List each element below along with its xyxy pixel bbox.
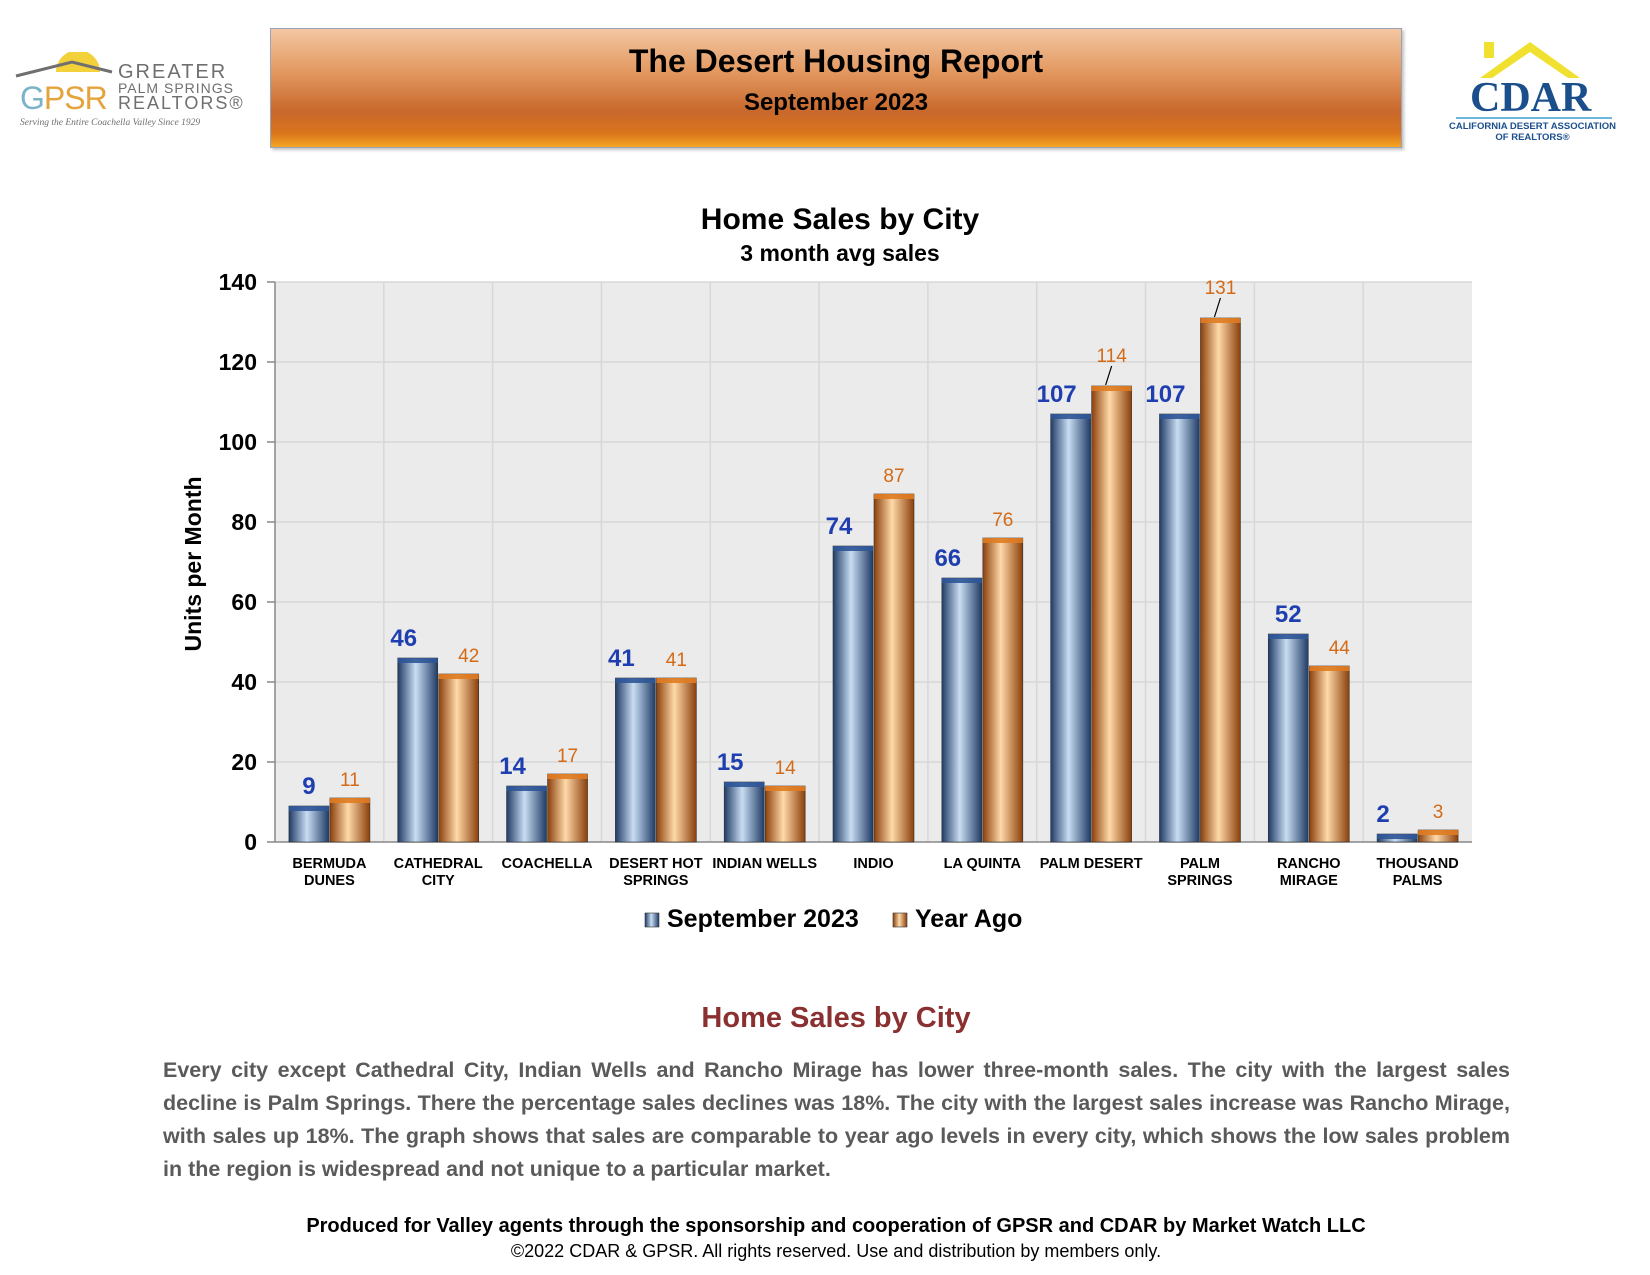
bar-cap-year-ago: [1200, 318, 1240, 323]
bar-cap-september-2023: [1268, 634, 1308, 639]
bar-september-2023: [833, 546, 873, 842]
bar-cap-year-ago: [548, 774, 588, 779]
chart-subtitle: 3 month avg sales: [740, 240, 940, 266]
bar-cap-year-ago: [1092, 386, 1132, 391]
data-label-september-2023: 107: [1036, 381, 1077, 408]
data-label-september-2023: 15: [716, 749, 744, 776]
bar-cap-year-ago: [1418, 830, 1458, 835]
x-tick-label: INDIAN WELLS: [712, 856, 818, 872]
bar-cap-september-2023: [507, 786, 547, 791]
cdar-name-line1: CALIFORNIA DESERT ASSOCIATION: [1449, 121, 1616, 132]
y-tick-label: 20: [231, 749, 257, 775]
bar-cap-september-2023: [615, 678, 655, 683]
x-tick-label: PALM: [1179, 856, 1220, 872]
bar-september-2023: [289, 806, 329, 842]
gpsr-tagline: Serving the Entire Coachella Valley Since 1929: [20, 118, 201, 128]
data-label-september-2023: 107: [1145, 381, 1186, 408]
legend-swatch-year-ago: [893, 913, 907, 927]
x-tick-label: BERMUDA: [292, 856, 367, 872]
bar-cap-year-ago: [330, 798, 370, 803]
x-tick-label: SPRINGS: [623, 873, 689, 889]
x-tick-label: DUNES: [304, 873, 355, 889]
x-tick-label: LA QUINTA: [943, 856, 1021, 872]
data-label-september-2023: 74: [825, 513, 853, 540]
bar-cap-september-2023: [1159, 414, 1199, 419]
gpsr-abbreviation: GPSR: [20, 80, 107, 116]
bar-cap-september-2023: [942, 578, 982, 583]
bar-year-ago: [1200, 318, 1240, 842]
x-tick-label: PALMS: [1392, 873, 1443, 889]
bar-cap-september-2023: [398, 658, 438, 663]
bar-year-ago: [656, 678, 696, 842]
bar-year-ago: [1092, 386, 1132, 842]
gpsr-greater: GREATER: [118, 61, 228, 83]
y-tick-label: 80: [231, 509, 257, 535]
bar-cap-september-2023: [833, 546, 873, 551]
x-tick-label: COACHELLA: [501, 856, 593, 872]
report-title: The Desert Housing Report: [628, 43, 1044, 79]
bar-cap-september-2023: [1051, 414, 1091, 419]
report-date: September 2023: [743, 89, 929, 116]
bar-year-ago: [439, 674, 479, 842]
data-label-year-ago: 131: [1204, 278, 1237, 299]
y-tick-label: 0: [244, 829, 257, 855]
bar-year-ago: [548, 774, 588, 842]
bar-september-2023: [942, 578, 982, 842]
x-tick-label: SPRINGS: [1167, 873, 1233, 889]
x-tick-label: MIRAGE: [1279, 873, 1338, 889]
data-label-september-2023: 2: [1376, 801, 1390, 828]
bar-cap-september-2023: [289, 806, 329, 811]
y-axis-title: Units per Month: [180, 476, 206, 652]
x-tick-label: DESERT HOT: [609, 856, 703, 872]
footer-copyright: ©2022 CDAR & GPSR. All rights reserved. Use and distribution by members only.: [510, 1241, 1162, 1261]
chart-title: Home Sales by City: [700, 203, 980, 236]
data-label-year-ago: 76: [992, 510, 1014, 531]
bar-september-2023: [507, 786, 547, 842]
bar-september-2023: [398, 658, 438, 842]
data-label-year-ago: 17: [556, 746, 579, 767]
x-tick-label: CITY: [421, 873, 455, 889]
y-tick-label: 140: [218, 269, 257, 295]
data-label-september-2023: 41: [608, 645, 635, 672]
bar-year-ago: [765, 786, 805, 842]
bar-year-ago: [874, 494, 914, 842]
bar-september-2023: [1159, 414, 1199, 842]
y-tick-label: 100: [218, 429, 257, 455]
bar-september-2023: [1268, 634, 1308, 842]
bar-september-2023: [1051, 414, 1091, 842]
bar-cap-september-2023: [724, 782, 764, 787]
x-tick-label: THOUSAND: [1376, 856, 1459, 872]
data-label-year-ago: 11: [340, 770, 360, 791]
data-label-year-ago: 3: [1432, 802, 1444, 823]
x-tick-label: INDIO: [853, 856, 894, 872]
x-tick-label: CATHEDRAL: [393, 856, 483, 872]
data-label-year-ago: 14: [774, 758, 796, 779]
y-tick-label: 120: [218, 349, 257, 375]
gpsr-palm-springs: PALM SPRINGS: [118, 80, 234, 96]
legend-label-september-2023: September 2023: [667, 905, 859, 933]
data-label-year-ago: 41: [665, 650, 687, 671]
data-label-year-ago: 44: [1328, 638, 1350, 659]
bar-cap-year-ago: [439, 674, 479, 679]
bar-year-ago: [1309, 666, 1349, 842]
commentary-text: Every city except Cathedral City, Indian Wells and Rancho Mirage has lower three-month sales. The city with the largest sales decline is Palm Springs. There the percentage sales declines was 18%. The city with the largest sales increase was Rancho Mirage, with sales up 18%. The graph shows that sales are comparable to year ago levels in every city, which shows the low sales problem in the region is widespread and not unique to a particular market.: [163, 1058, 1510, 1181]
cdar-name-line2: OF REALTORS®: [1495, 132, 1570, 143]
data-label-september-2023: 66: [934, 545, 962, 572]
data-label-year-ago: 87: [883, 466, 905, 487]
bar-cap-year-ago: [765, 786, 805, 791]
data-label-year-ago: 114: [1096, 346, 1127, 367]
y-tick-label: 40: [231, 669, 257, 695]
bar-september-2023: [724, 782, 764, 842]
legend-swatch-september-2023: [645, 913, 659, 927]
bar-cap-year-ago: [656, 678, 696, 683]
bar-cap-year-ago: [983, 538, 1023, 543]
gpsr-realtors: REALTORS®: [118, 93, 245, 113]
bar-cap-year-ago: [1309, 666, 1349, 671]
legend-label-year-ago: Year Ago: [915, 905, 1023, 933]
x-tick-label: RANCHO: [1276, 856, 1341, 872]
bar-september-2023: [615, 678, 655, 842]
x-tick-label: PALM DESERT: [1039, 856, 1143, 872]
y-tick-label: 60: [231, 589, 257, 615]
data-label-september-2023: 52: [1274, 601, 1302, 628]
cdar-wordmark: CDAR: [1470, 75, 1592, 121]
footer-credit: Produced for Valley agents through the sponsorship and cooperation of GPSR and CDAR by Market Watch LLC: [306, 1215, 1366, 1237]
bar-cap-year-ago: [874, 494, 914, 499]
data-label-september-2023: 14: [499, 753, 526, 780]
bar-year-ago: [983, 538, 1023, 842]
bar-cap-september-2023: [1377, 834, 1417, 839]
bar-year-ago: [330, 798, 370, 842]
commentary-heading: Home Sales by City: [701, 1002, 971, 1034]
data-label-september-2023: 9: [302, 773, 316, 800]
data-label-year-ago: 42: [458, 646, 480, 667]
data-label-september-2023: 46: [390, 625, 418, 652]
